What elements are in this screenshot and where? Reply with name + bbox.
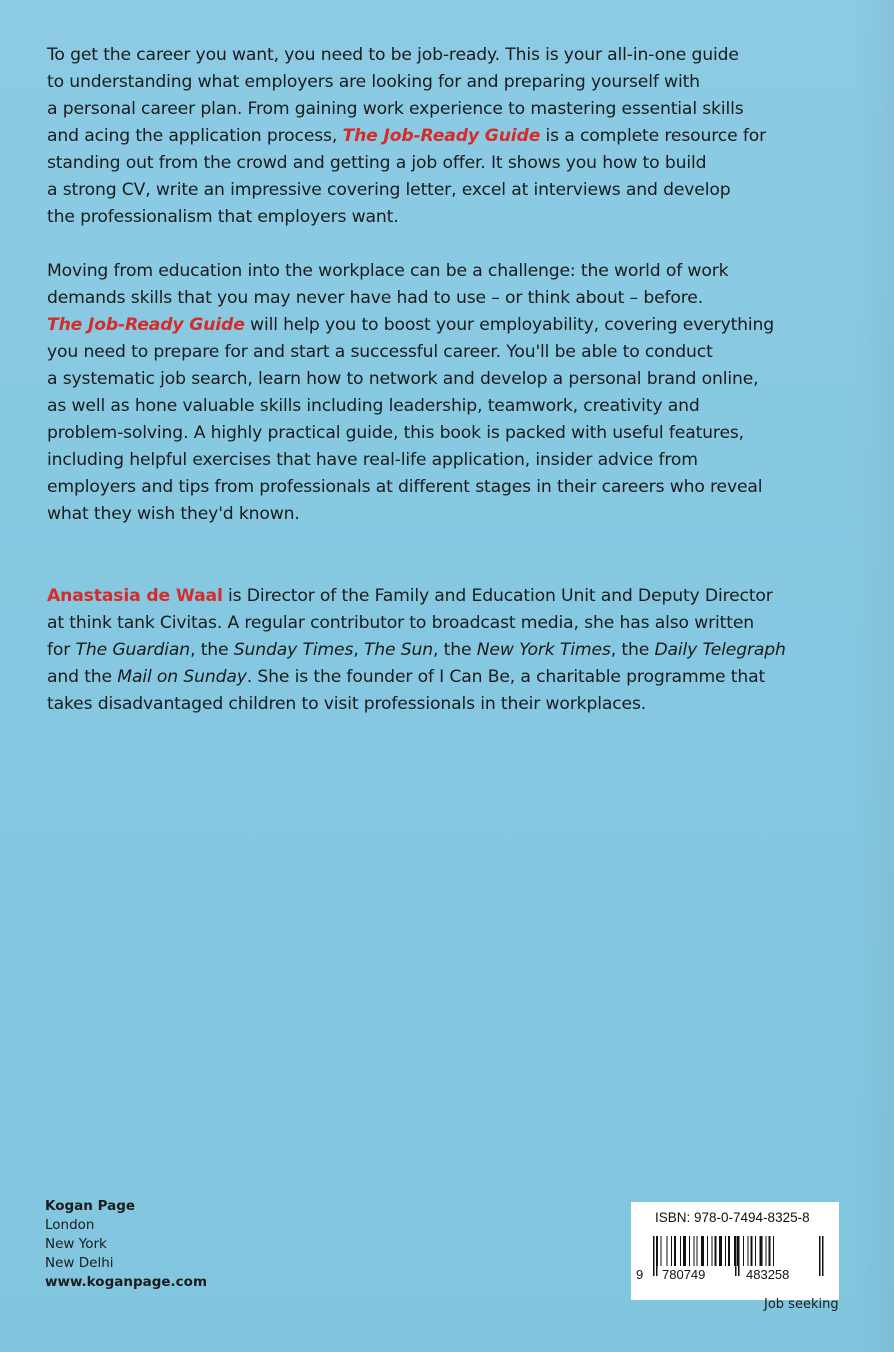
text-line: to understanding what employers are looking for and preparing yourself with bbox=[47, 72, 700, 92]
text-line bbox=[47, 637, 837, 664]
barcode-bar bbox=[773, 1236, 774, 1266]
barcode-guard-bar bbox=[819, 1236, 821, 1276]
barcode-bar bbox=[667, 1236, 668, 1266]
text-line: the professionalism that employers want. bbox=[47, 207, 399, 227]
text-line: takes disadvantaged children to visit professionals in their workplaces. bbox=[47, 694, 647, 714]
barcode-bar bbox=[661, 1236, 662, 1266]
publication-name: The Sun bbox=[363, 640, 434, 660]
barcode-bar bbox=[671, 1236, 672, 1266]
barcode-bar bbox=[760, 1236, 763, 1266]
publication-name: Mail on Sunday bbox=[117, 667, 247, 687]
publication-name: Sunday Times bbox=[233, 640, 354, 660]
text-line: demands skills that you may never have had to use – or think about – before. bbox=[47, 288, 704, 308]
text-segment: , the bbox=[610, 640, 655, 660]
text-segment: . She is the founder of I Can Be, a charitable programme that bbox=[246, 667, 766, 687]
publisher-city: London bbox=[45, 1217, 95, 1233]
barcode-bar bbox=[755, 1236, 756, 1266]
text-line bbox=[47, 583, 837, 610]
text-line: To get the career you want, you need to be job-ready. This is your all-in-one guide bbox=[47, 45, 739, 65]
text-segment: , the bbox=[190, 640, 234, 660]
barcode-bar bbox=[737, 1236, 738, 1266]
barcode-bar bbox=[715, 1236, 717, 1266]
text-line: at think tank Civitas. A regular contributor to broadcast media, she has also written bbox=[47, 613, 755, 633]
text-line: including helpful exercises that have real-life application, insider advice from bbox=[47, 450, 698, 470]
barcode-bar bbox=[674, 1236, 676, 1266]
publication-name: Daily Telegraph bbox=[654, 640, 786, 660]
text-segment: , the bbox=[433, 640, 477, 660]
publisher-city: New Delhi bbox=[45, 1255, 114, 1271]
barcode-digits-right: 483258 bbox=[746, 1267, 790, 1282]
barcode-bar bbox=[725, 1236, 726, 1266]
barcode-bar bbox=[728, 1236, 730, 1266]
barcode-bar bbox=[697, 1236, 698, 1266]
publisher-info bbox=[45, 1197, 207, 1292]
barcode-bar bbox=[707, 1236, 708, 1266]
description-paragraph-2 bbox=[47, 258, 837, 528]
text-segment: for bbox=[47, 640, 76, 660]
text-line: as well as hone valuable skills including leadership, teamwork, creativity and bbox=[47, 396, 700, 416]
text-line: a strong CV, write an impressive covering letter, excel at interviews and develop bbox=[47, 180, 731, 200]
publisher-website: www.koganpage.com bbox=[45, 1274, 208, 1290]
barcode-bar bbox=[689, 1236, 690, 1266]
publisher-name: Kogan Page bbox=[45, 1198, 136, 1214]
barcode-guard-bar bbox=[735, 1236, 737, 1276]
text-line: Moving from education into the workplace can be a challenge: the world of work bbox=[47, 261, 729, 281]
barcode-bar bbox=[743, 1236, 744, 1266]
text-line bbox=[47, 664, 837, 691]
text-line: a personal career plan. From gaining work experience to mastering essential skills bbox=[47, 99, 744, 119]
text-line: what they wish they'd known. bbox=[47, 504, 300, 524]
text-segment: is a complete resource for bbox=[540, 126, 767, 146]
text-line: standing out from the crowd and getting a job offer. It shows you how to build bbox=[47, 153, 707, 173]
barcode-bar bbox=[680, 1236, 681, 1266]
publication-name: New York Times bbox=[476, 640, 611, 660]
barcode-bar bbox=[751, 1236, 753, 1266]
barcode-bar bbox=[701, 1236, 704, 1266]
book-title-highlight: The Job-Ready Guide bbox=[47, 315, 245, 335]
text-line: a systematic job search, learn how to network and develop a personal brand online, bbox=[47, 369, 759, 389]
barcode-bar bbox=[734, 1236, 735, 1266]
category-label: Job seeking bbox=[764, 1297, 839, 1312]
author-name: Anastasia de Waal bbox=[47, 586, 223, 606]
barcode-digit-lead: 9 bbox=[636, 1267, 644, 1282]
isbn-barcode bbox=[631, 1202, 839, 1300]
barcode-guard-bar bbox=[656, 1236, 658, 1276]
barcode-guard-bar bbox=[822, 1236, 824, 1276]
text-line bbox=[47, 123, 837, 150]
barcode-guard-bar bbox=[653, 1236, 655, 1276]
text-line: you need to prepare for and start a successful career. You'll be able to conduct bbox=[47, 342, 713, 362]
barcode-guard-bar bbox=[738, 1236, 740, 1276]
cover-edge-shade bbox=[854, 0, 894, 1352]
barcode-bar bbox=[683, 1236, 686, 1266]
publication-name: The Guardian bbox=[75, 640, 191, 660]
text-line: employers and tips from professionals at different stages in their careers who reveal bbox=[47, 477, 763, 497]
text-segment: and acing the application process, bbox=[47, 126, 343, 146]
barcode-bar bbox=[719, 1236, 722, 1266]
barcode-bar bbox=[769, 1236, 771, 1266]
text-line bbox=[47, 312, 837, 339]
barcode-bar bbox=[748, 1236, 749, 1266]
book-title-highlight: The Job-Ready Guide bbox=[342, 126, 541, 146]
text-segment: will help you to boost your employability, covering everything bbox=[244, 315, 775, 335]
author-bio bbox=[47, 583, 837, 718]
text-line: problem-solving. A highly practical guide, this book is packed with useful features, bbox=[47, 423, 744, 443]
text-segment: is Director of the Family and Education Unit and Deputy Director bbox=[222, 586, 773, 606]
isbn-label: ISBN: 978-0-7494-8325-8 bbox=[655, 1210, 810, 1225]
barcode-bar bbox=[712, 1236, 713, 1266]
barcode-digits-left: 780749 bbox=[662, 1267, 706, 1282]
barcode-bar bbox=[694, 1236, 695, 1266]
description-paragraph-1 bbox=[47, 42, 837, 231]
text-segment: , bbox=[353, 640, 364, 660]
text-segment: and the bbox=[47, 667, 118, 687]
publisher-city: New York bbox=[45, 1236, 107, 1252]
barcode-bar bbox=[766, 1236, 767, 1266]
